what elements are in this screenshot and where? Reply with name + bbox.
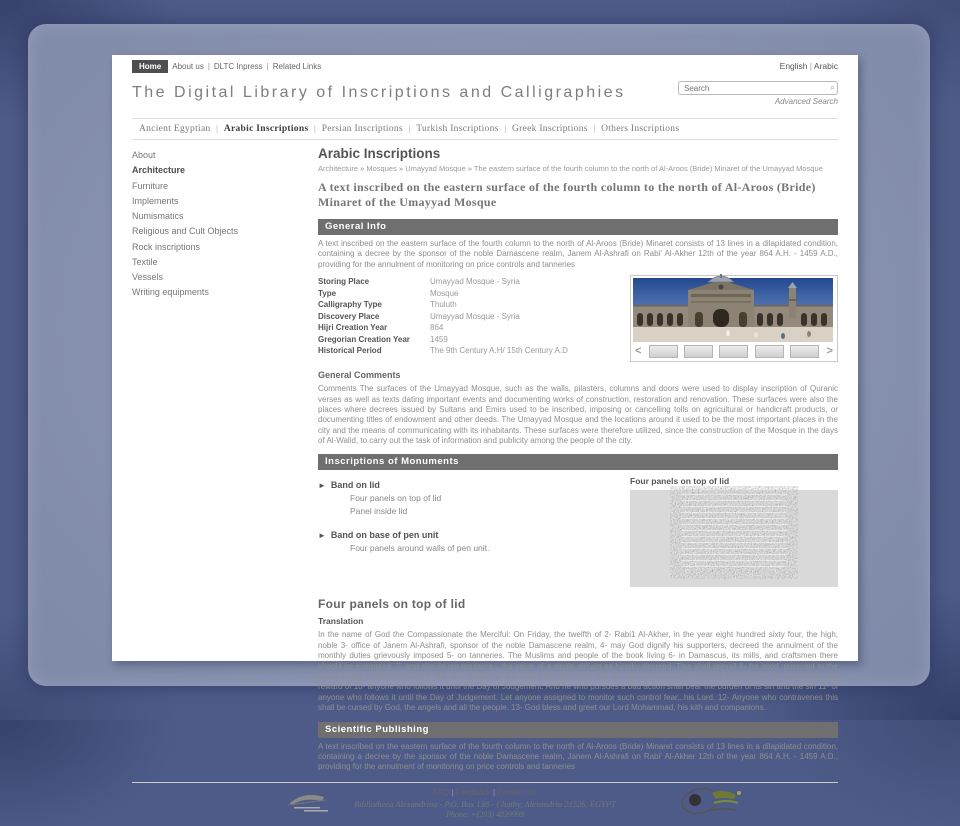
nav-home-button[interactable]: Home [132, 60, 168, 73]
separator: | [493, 787, 496, 797]
sidebar [132, 140, 318, 773]
main-content [318, 140, 838, 773]
separator: | [266, 61, 269, 71]
site-title: The Digital Library of Inscriptions and Calligraphies [132, 84, 626, 101]
gallery-thumbnail[interactable] [719, 345, 748, 358]
search-icon[interactable]: ⌕ [829, 82, 835, 92]
separator: | [504, 124, 507, 133]
calligraphy-center-logo [678, 785, 746, 819]
footer-faq-link[interactable]: FAQ [433, 787, 450, 797]
browser-page [112, 55, 858, 819]
footer-feedback-link[interactable]: Feedback [455, 787, 491, 797]
separator: | [593, 124, 596, 133]
tree-node-band-on-lid[interactable] [318, 480, 630, 490]
detail-value: Umayyad Mosque - Syria [430, 311, 520, 321]
separator: | [314, 124, 317, 133]
section-header-general-info: General Info [318, 219, 838, 235]
bibliotheca-alexandrina-logo [284, 791, 346, 817]
table-row [318, 300, 630, 309]
monument-thumbnail-panel [630, 476, 838, 587]
sidebar-item-writing-equipments[interactable]: Writing equipments [132, 287, 209, 298]
sidebar-item-textile[interactable]: Textile [132, 256, 158, 267]
breadcrumb-current-page: The eastern surface of the fourth column to the north of Al-Aroos (Bride) Minaret of the Umayyad Mosque [473, 164, 823, 173]
general-comments-heading: General Comments [318, 370, 401, 381]
site-header [132, 81, 838, 111]
arrow-bullet-icon: ► [318, 481, 326, 491]
table-row [318, 335, 630, 344]
breadcrumb-umayyad-mosque[interactable]: Umayyad Mosque [405, 164, 466, 173]
chevron-separator: » [398, 164, 404, 173]
details-table [318, 275, 630, 362]
tree-leaf-panel-inside-lid[interactable]: Panel inside lid [350, 506, 408, 517]
section-header-inscriptions-of-monuments: Inscriptions of Monuments [318, 454, 838, 470]
general-info-text: A text inscribed on the eastern surface of the fourth column to the north of Al-Aroos (Bride) Minaret consists of 13 lines in a dilapidated condition, containing a decree by the sponsor of the noble Damascene realm, Janem Al-Ashrafi on Rabi' Al-Akher 12th of the year 864 A.H. - 1459 A.D., providing for the annulment of monitoring on price controls and tanneries [318, 238, 838, 269]
sidebar-item-architecture[interactable]: Architecture [132, 165, 186, 176]
detail-value: Mosque [430, 288, 459, 298]
detail-value: 864 [430, 323, 444, 333]
gallery-prev-icon[interactable]: < [635, 345, 642, 358]
category-nav [132, 118, 838, 140]
panel-heading: Four panels on top of lid [318, 597, 466, 612]
detail-label: Hijri Creation Year [318, 323, 388, 333]
gallery-next-icon[interactable]: > [826, 345, 833, 358]
tab-arabic-inscriptions[interactable]: Arabic Inscriptions [223, 124, 309, 134]
footer-address: Bibliotheca Alexandrina - P.O. Box 138 - Chatby, Alexandria 21526, EGYPT [354, 798, 616, 809]
separator: | [809, 62, 812, 71]
sidebar-item-vessels[interactable]: Vessels [132, 272, 164, 282]
table-row [318, 323, 630, 332]
tree-node-label: Band on lid [330, 480, 380, 491]
breadcrumb-architecture[interactable]: Architecture [318, 164, 359, 173]
tab-greek-inscriptions[interactable]: Greek Inscriptions [511, 124, 588, 134]
monuments-tree [318, 476, 630, 587]
separator: | [216, 124, 219, 133]
detail-value: Thuluth [430, 300, 457, 310]
tree-node-label: Band on base of pen unit [330, 530, 439, 541]
detail-value: Umayyad Mosque - Syria [430, 277, 520, 287]
section-header-scientific-publishing: Scientific Publishing [318, 722, 838, 738]
sidebar-item-religious-and-cult-objects[interactable]: Religious and Cult Objects [132, 226, 239, 237]
gallery-thumbnail[interactable] [684, 345, 713, 358]
detail-label: Discovery Place [318, 311, 380, 321]
tab-persian-inscriptions[interactable]: Persian Inscriptions [321, 124, 403, 134]
sidebar-item-furniture[interactable]: Furniture [132, 180, 169, 191]
advanced-search-link[interactable]: Advanced Search [774, 97, 838, 106]
general-comments-text: Comments The surfaces of the Umayyad Mosque, such as the walls, pilasters, columns and doors were used to display inscription of Quranic verses as well as texts dating important events and documenting works of construction, restoration and renovation. These surfaces were also the places where decrees issued by Sultans and Emirs used to be inscribed, imposing or cancelling tolls on agricultural or handicraft products, or documenting titles of endowment and other deeds. The Umayyad Mosque and the locations around it used to be the most important places in the city and the means of communicating with its inhabitants. These surfaces were therefore utilized, since the construction of the Mosque in the days of Al-Walid, to carry out the task of information and publicity among the people of the city. [318, 384, 838, 446]
sidebar-item-about[interactable]: About [132, 150, 156, 160]
tab-others-inscriptions[interactable]: Others Inscriptions [601, 124, 680, 134]
sidebar-item-implements[interactable]: Implements [132, 195, 179, 206]
detail-label: Calligraphy Type [318, 300, 382, 310]
footer-contact-us-link[interactable]: Contact Us [497, 787, 537, 797]
nav-about-us[interactable]: About us [172, 61, 204, 71]
mosque-photo[interactable] [633, 278, 833, 342]
article-title: A text inscribed on the eastern surface of the fourth column to the north of Al-Aroos (Bride) Minaret of the Umayyad Mosque [318, 179, 816, 210]
search-input[interactable] [678, 81, 838, 95]
gallery-thumbnail[interactable] [790, 345, 819, 358]
page-title: Arabic Inscriptions [318, 146, 441, 161]
table-row [318, 312, 630, 321]
separator: | [207, 61, 210, 71]
breadcrumb [318, 164, 838, 174]
table-row [318, 289, 630, 298]
detail-value: The 9th Century A.H/ 15th Century A.D [430, 346, 568, 356]
lang-arabic[interactable]: Arabic [813, 61, 838, 71]
table-row [318, 277, 630, 286]
tree-leaf-four-panels-walls[interactable]: Four panels around walls of pen unit. [350, 543, 490, 554]
separator: | [408, 124, 411, 133]
detail-label: Historical Period [318, 346, 382, 356]
top-utility-bar [132, 55, 838, 71]
tree-leaf-four-panels-top[interactable]: Four panels on top of lid [350, 493, 442, 504]
tree-node-band-on-base[interactable] [318, 530, 630, 540]
gallery-thumbnail[interactable] [649, 345, 678, 358]
tab-ancient-egyptian[interactable]: Ancient Egyptian [139, 124, 211, 134]
detail-label: Storing Place [318, 277, 370, 287]
translation-text: In the name of God the Compassionate the Merciful: On Friday, the twelfth of 2- Rabi1 Al-Akher, in the year eight hundred sixty four, the high, noble 3- office of Janem Al-Ashrafi, sponsor of the noble Damascene realm, 4- may God dignify his supporters, decreed the annulment of the monthly duties grievously imposed 5- on tanneries. The Muslims and people of the book living 6- in Damascus, its mills, and craftsmen there should be exempted, 7- and should not measure....the value of a single dirham as hereby decreed. This shall prevail 8- for good, pursuant to the words of the truthful Prophet, 9- the best blessings and peace be upon him, that he who pursues a good action shall receive its reward and the reward of 10- anyone who follows it until the Day of Judgement. And he who pursues a bad action shall bear the burden of its sin and the sin 11- of anyone who follows it until the Day of Judgement. Let anyone assigned to monitor such control fear...his Lord. 12- Anyone who contravenes this shall be cursed by God, the angels and all the people. 13- God bless and greet our Lord Mohammad, his kith and companions. [318, 630, 838, 713]
monument-thumbnail-box [630, 490, 838, 587]
chevron-separator: » [360, 164, 365, 173]
separator: | [451, 787, 454, 797]
breadcrumb-mosques[interactable]: Mosques [366, 164, 397, 173]
scientific-publishing-text: A text inscribed on the eastern surface of the fourth column to the north of Al-Aroos (Bride) Minaret consists of 13 lines in a dilapidated condition, containing a decree by the sponsor of the noble Damascene realm, Janem Al-Ashrafi on Rabi' Al-Akher 12th of the year 864 A.H. - 1459 A.D., providing for the annulment of monitoring on price controls and tanneries [318, 741, 838, 772]
sidebar-item-numismatics[interactable]: Numismatics [132, 211, 184, 221]
detail-label: Gregorian Creation Year [318, 334, 410, 344]
arrow-bullet-icon: ► [318, 531, 326, 541]
table-row [318, 346, 630, 355]
lang-english[interactable]: English [779, 61, 808, 71]
nav-dltc-inpress[interactable]: DLTC Inpress [213, 61, 263, 71]
translation-heading: Translation [318, 616, 364, 627]
sidebar-item-rock-inscriptions[interactable]: Rock inscriptions [132, 241, 201, 252]
monument-thumbnail-label: Four panels on top of lid [630, 476, 730, 487]
detail-value: 1459 [430, 334, 448, 344]
gallery-carousel [633, 344, 835, 359]
chevron-separator: » [467, 164, 472, 173]
nav-related-links[interactable]: Related Links [272, 61, 322, 71]
gallery-thumbnail[interactable] [755, 345, 784, 358]
footer [132, 782, 838, 826]
inscription-image[interactable] [681, 494, 787, 571]
detail-label: Type [318, 288, 337, 298]
footer-phone: Phone: +(203) 4839999 [446, 809, 524, 819]
image-gallery [630, 275, 838, 362]
tab-turkish-inscriptions[interactable]: Turkish Inscriptions [416, 124, 499, 134]
